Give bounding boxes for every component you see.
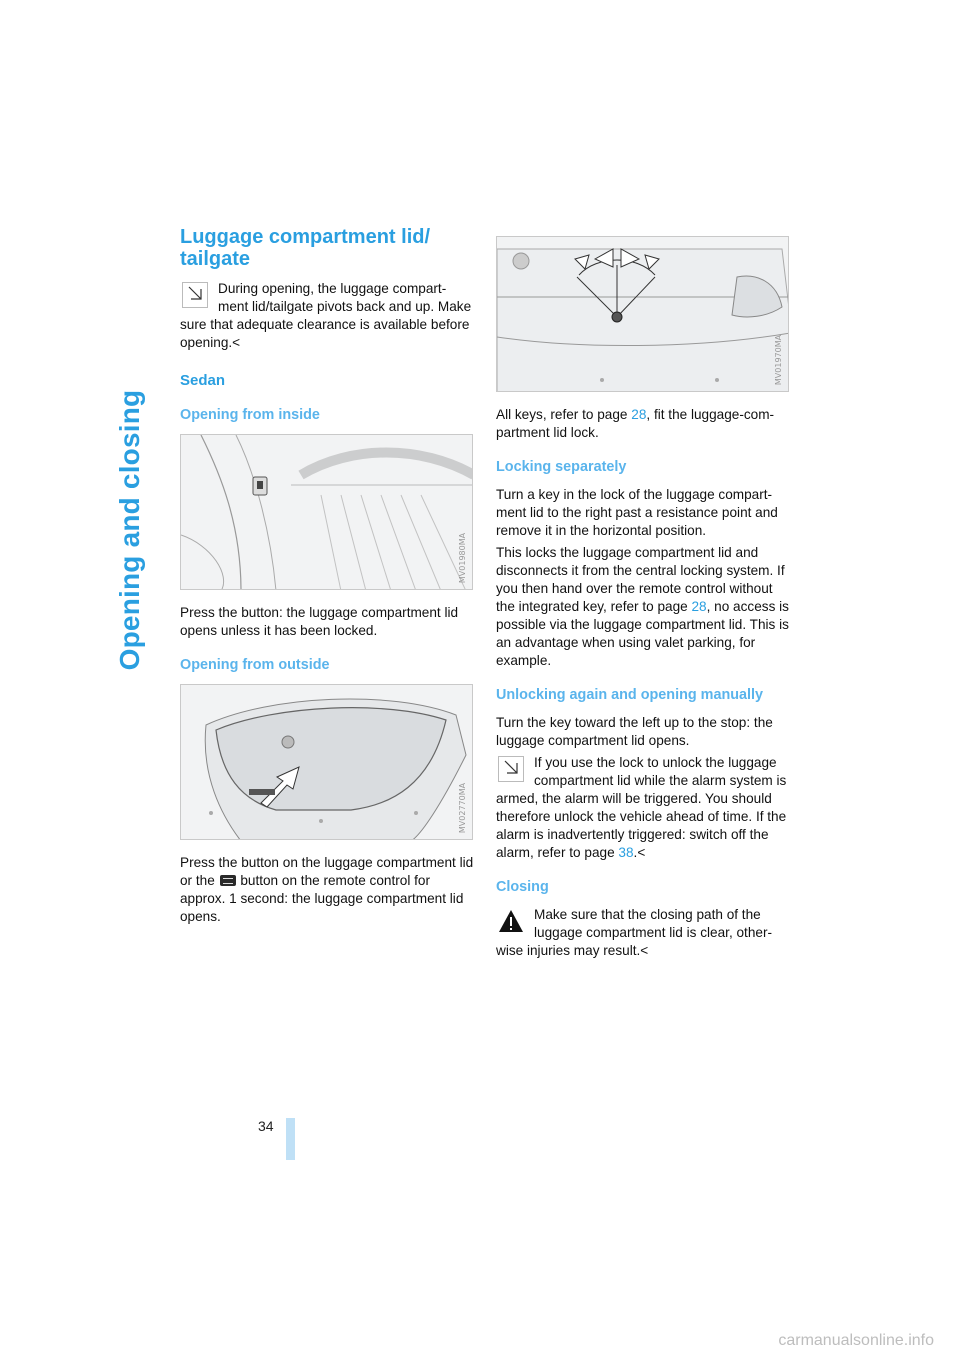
section-title: Opening and closing [114,389,145,671]
trunk-lock-illustration [496,236,789,392]
note-opening-clearance [180,280,475,352]
opening-outside-text: Press the button on the luggage compartment lid or the button on the remote control for approx. 1 second: the luggage compartment lid opens. [180,855,474,924]
note-closing-warning: Make sure that the closing path of the luggage compartment lid is clear, other-wise injuries may result.< [496,907,773,958]
unlocking-heading: Unlocking again and opening manually [496,687,764,703]
watermark: carmanualsonline.info [778,1332,934,1349]
note-alarm: If you use the lock to unlock the luggage compartment lid while the alarm system is armed, the alarm will be triggered. You should therefore unlock the vehicle ahead of time. If the alarm is inadvertently triggered: switch off the alarm, refer to page 38.< [496,755,787,860]
warning-triangle-icon [498,908,524,934]
note-arrow-icon [182,282,208,308]
end-mark: < [637,845,646,860]
note-opening-text: During opening, the luggage compart-ment lid/tailgate pivots back and up. Make sure that adequate clearance is available before opening. [180,281,472,350]
end-mark: < [640,943,649,958]
unlocking-paragraph: Turn the key toward the left up to the stop: the luggage compartment lid opens. [496,715,773,748]
image-code: MV02770MA [457,782,467,834]
trunk-lid-illustration [180,684,473,840]
opening-inside-text: Press the button: the luggage compartment lid opens unless it has been locked. [180,605,459,638]
remote-trunk-button-icon [220,875,236,886]
locking-paragraph-2: This locks the luggage compartment lid and disconnects it from the central locking system. If you then hand over the remote control without the integrated key, refer to page 28, no access is possible via the luggage compartment lid. This is an advantage when using valet parking, for example. [496,545,789,668]
left-column [180,226,475,930]
page-number: 34 [258,1118,274,1134]
page-marker-bar [286,1118,295,1160]
sedan-heading: Sedan [180,372,226,389]
right-column [496,236,791,968]
note-arrow-icon [498,756,524,782]
page-link-28[interactable]: 28 [631,407,647,422]
closing-heading: Closing [496,879,549,895]
end-mark: < [232,335,241,350]
image-code: MV01980MA [457,532,467,584]
section-title-vertical [100,220,160,840]
interior-button-illustration [180,434,473,590]
locking-separately-heading: Locking separately [496,459,627,475]
main-heading: Luggage compartment lid/ tailgate [180,226,431,270]
page-link-38[interactable]: 38 [618,845,634,860]
opening-inside-heading: Opening from inside [180,407,320,423]
page-link-28-b[interactable]: 28 [691,599,707,614]
opening-outside-heading: Opening from outside [180,657,330,673]
locking-paragraph-1: Turn a key in the lock of the luggage compart-ment lid to the right past a resistance point and remove it in the horizontal position. [496,487,778,538]
keys-text: All keys, refer to page 28, fit the luggage-com-partment lid lock. [496,407,775,440]
image-code: MV01970MA [773,334,783,386]
